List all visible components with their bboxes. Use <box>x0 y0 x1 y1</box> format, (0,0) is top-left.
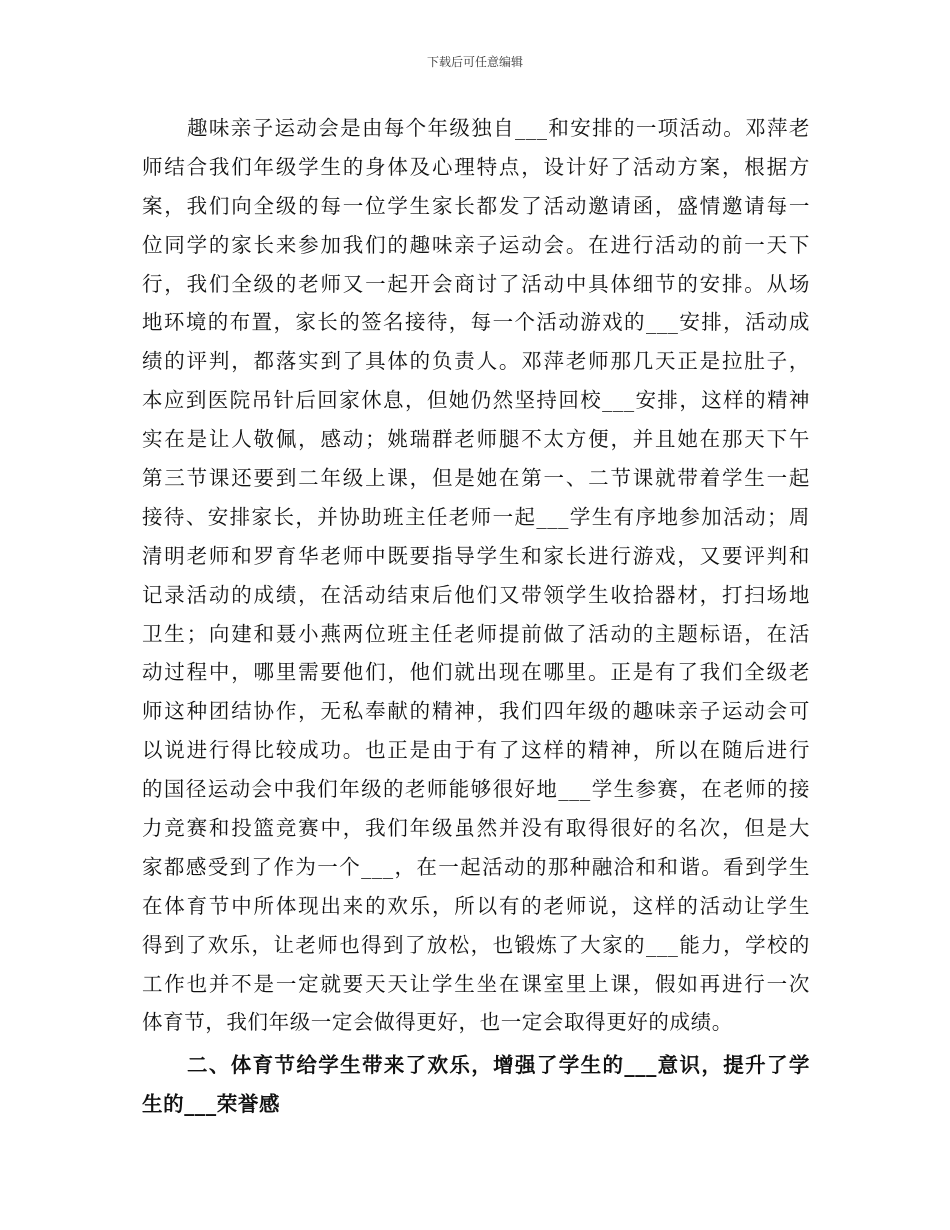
paragraph-line: 师这种团结协作，无私奉献的精神，我们四年级的趣味亲子运动会可 <box>142 699 810 724</box>
paragraph-line: 本应到医院吊针后回家休息，但她仍然坚持回校___安排，这样的精神 <box>142 388 810 413</box>
paragraph-line: 案，我们向全级的每一位学生家长都发了活动邀请函，盛情邀请每一 <box>142 193 810 218</box>
paragraph-line: 的国径运动会中我们年级的老师能够很好地___学生参赛，在老师的接 <box>142 777 810 802</box>
paragraph-line: 得到了欢乐，让老师也得到了放松，也锻炼了大家的___能力，学校的 <box>142 932 810 957</box>
body-paragraph <box>142 109 810 1042</box>
paragraph-line: 位同学的家长来参加我们的趣味亲子运动会。在进行活动的前一天下 <box>142 232 810 257</box>
heading-line: 生的___荣誉感 <box>142 1092 281 1117</box>
paragraph-line: 记录活动的成绩，在活动结束后他们又带领学生收拾器材，打扫场地 <box>142 582 810 607</box>
paragraph-line: 实在是让人敬佩，感动；姚瑞群老师腿不太方便，并且她在那天下午 <box>142 427 810 452</box>
paragraph-line: 家都感受到了作为一个___，在一起活动的那种融洽和和谐。看到学生 <box>142 854 810 879</box>
page-header: 下载后可任意编辑 <box>426 55 523 69</box>
section-heading <box>142 1046 810 1124</box>
paragraph-line: 第三节课还要到二年级上课，但是她在第一、二节课就带着学生一起 <box>142 466 810 491</box>
paragraph-line: 师结合我们年级学生的身体及心理特点，设计好了活动方案，根据方 <box>142 154 810 179</box>
paragraph-line: 以说进行得比较成功。也正是由于有了这样的精神，所以在随后进行 <box>142 738 810 763</box>
paragraph-line: 在体育节中所体现出来的欢乐，所以有的老师说，这样的活动让学生 <box>142 893 810 918</box>
paragraph-line: 绩的评判，都落实到了具体的负责人。邓萍老师那几天正是拉肚子， <box>142 349 810 374</box>
document-body <box>142 109 810 1124</box>
paragraph-line: 趣味亲子运动会是由每个年级独自___和安排的一项活动。邓萍老 <box>187 116 810 140</box>
paragraph-line: 工作也并不是一定就要天天让学生坐在课室里上课，假如再进行一次 <box>142 971 810 996</box>
paragraph-line: 动过程中，哪里需要他们，他们就出现在哪里。正是有了我们全级老 <box>142 660 810 685</box>
paragraph-line: 接待、安排家长，并协助班主任老师一起___学生有序地参加活动；周 <box>142 504 810 529</box>
paragraph-line: 行，我们全级的老师又一起开会商讨了活动中具体细节的安排。从场 <box>142 271 810 296</box>
paragraph-line: 地环境的布置，家长的签名接待，每一个活动游戏的___安排，活动成 <box>142 310 810 335</box>
paragraph-line: 卫生；向建和聂小燕两位班主任老师提前做了活动的主题标语，在活 <box>142 621 810 646</box>
paragraph-line: 力竞赛和投篮竞赛中，我们年级虽然并没有取得很好的名次，但是大 <box>142 816 810 841</box>
paragraph-line: 清明老师和罗育华老师中既要指导学生和家长进行游戏，又要评判和 <box>142 543 810 568</box>
heading-line: 二、体育节给学生带来了欢乐，增强了学生的___意识，提升了学 <box>187 1053 810 1078</box>
paragraph-line: 体育节，我们年级一定会做得更好，也一定会取得更好的成绩。 <box>142 1010 733 1035</box>
